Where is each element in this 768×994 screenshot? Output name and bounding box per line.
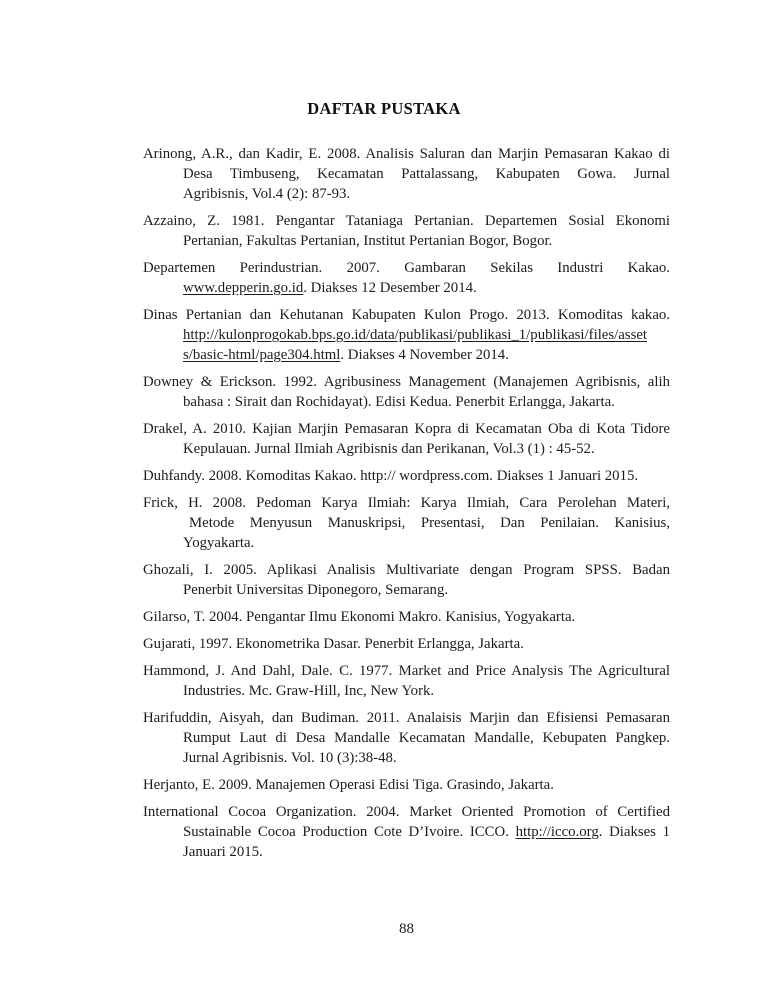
- reference-text: Yogyakarta.: [183, 535, 255, 551]
- reference-text: bahasa : Sirait dan Rochidayat). Edisi Kedua. Penerbit Erlangga, Jakarta.: [183, 394, 615, 410]
- reference-text: Kepulauan. Jurnal Ilmiah Agribisnis dan Perikanan, Vol.3 (1) : 45-52.: [183, 441, 595, 457]
- reference-text: . Diakses 1: [598, 824, 671, 840]
- reference-text: Frick, H. 2008. Pedoman Karya Ilmiah: Karya Ilmiah, Cara Perolehan Materi,: [143, 495, 670, 511]
- reference-line: [143, 493, 670, 513]
- reference-text: Dinas Pertanian dan Kehutanan Kabupaten Kulon Progo. 2013. Komoditas kakao.: [143, 307, 670, 323]
- reference-line: [143, 580, 670, 600]
- reference-text: Jurnal Agribisnis. Vol. 10 (3):38-48.: [183, 750, 397, 766]
- reference-text: International Cocoa Organization. 2004. Market Oriented Promotion of Certified: [143, 804, 670, 820]
- reference-entry: [143, 466, 670, 486]
- reference-entry: [143, 775, 670, 795]
- reference-entry: [143, 211, 670, 251]
- reference-text: . Diakses 4 November 2014.: [340, 347, 509, 363]
- reference-entry: [143, 144, 670, 204]
- reference-line: [143, 392, 670, 412]
- reference-entry: [143, 258, 670, 298]
- reference-text: Gujarati, 1997. Ekonometrika Dasar. Penerbit Erlangga, Jakarta.: [143, 636, 524, 652]
- reference-text: Downey & Erickson. 1992. Agribusiness Management (Manajemen Agribisnis, alih: [143, 374, 670, 390]
- reference-text: Metode Menyusun Manuskripsi, Presentasi, Dan Penilaian. Kanisius,: [189, 515, 670, 531]
- url-link[interactable]: s/basic-html/page304.html: [183, 347, 341, 363]
- reference-line: [143, 211, 670, 231]
- reference-text: Januari 2015.: [183, 844, 263, 860]
- reference-entry: [143, 560, 670, 600]
- reference-text: Azzaino, Z. 1981. Pengantar Tataniaga Pertanian. Departemen Sosial Ekonomi: [143, 213, 670, 229]
- reference-line: [143, 607, 670, 627]
- reference-line: [143, 748, 670, 768]
- references-list: [143, 144, 670, 869]
- reference-text: Duhfandy. 2008. Komoditas Kakao. http:// wordpress.com. Diakses 1 Januari 2015.: [143, 468, 639, 484]
- reference-line: [143, 278, 670, 298]
- reference-line: [143, 144, 670, 164]
- reference-line: [143, 728, 670, 748]
- reference-line: [143, 231, 670, 251]
- reference-entry: [143, 372, 670, 412]
- reference-line: [143, 513, 670, 533]
- reference-text: Sustainable Cocoa Production Cote D’Ivoire. ICCO.: [183, 824, 516, 840]
- reference-entry: [143, 708, 670, 768]
- reference-entry: [143, 634, 670, 654]
- reference-line: [143, 822, 670, 842]
- reference-line: [143, 439, 670, 459]
- reference-entry: [143, 661, 670, 701]
- reference-text: Harifuddin, Aisyah, dan Budiman. 2011. Analaisis Marjin dan Efisiensi Pemasaran: [143, 710, 670, 726]
- reference-text: Agribisnis, Vol.4 (2): 87-93.: [183, 186, 351, 202]
- reference-text: Rumput Laut di Desa Mandalle Kecamatan Mandalle, Kebupaten Pangkep.: [183, 730, 670, 746]
- reference-line: [143, 802, 670, 822]
- reference-text: Arinong, A.R., dan Kadir, E. 2008. Analisis Saluran dan Marjin Pemasaran Kakao di: [143, 146, 670, 162]
- reference-line: [143, 184, 670, 204]
- reference-line: [143, 466, 670, 486]
- reference-entry: [143, 419, 670, 459]
- reference-text: Departemen Perindustrian. 2007. Gambaran Sekilas Industri Kakao.: [143, 260, 670, 276]
- reference-text: . Diakses 12 Desember 2014.: [303, 280, 477, 296]
- reference-text: Pertanian, Fakultas Pertanian, Institut Pertanian Bogor, Bogor.: [183, 233, 553, 249]
- reference-line: [143, 345, 670, 365]
- url-link[interactable]: http://kulonprogokab.bps.go.id/data/publikasi/publikasi_1/publikasi/files/asset: [183, 327, 648, 343]
- reference-line: [143, 842, 670, 862]
- reference-line: [143, 634, 670, 654]
- reference-line: [143, 560, 670, 580]
- reference-text: Ghozali, I. 2005. Aplikasi Analisis Multivariate dengan Program SPSS. Badan: [143, 562, 670, 578]
- reference-entry: [143, 493, 670, 553]
- reference-entry: [143, 305, 670, 365]
- reference-line: [143, 372, 670, 392]
- reference-text: Desa Timbuseng, Kecamatan Pattalassang, Kabupaten Gowa. Jurnal: [183, 166, 670, 182]
- reference-line: [143, 708, 670, 728]
- url-link[interactable]: http://icco.org: [515, 824, 599, 840]
- reference-line: [143, 164, 670, 184]
- reference-entry: [143, 607, 670, 627]
- reference-text: Herjanto, E. 2009. Manajemen Operasi Edisi Tiga. Grasindo, Jakarta.: [143, 777, 554, 793]
- reference-text: Hammond, J. And Dahl, Dale. C. 1977. Market and Price Analysis The Agricultural: [143, 663, 670, 679]
- reference-text: Drakel, A. 2010. Kajian Marjin Pemasaran Kopra di Kecamatan Oba di Kota Tidore: [143, 421, 670, 437]
- reference-line: [143, 775, 670, 795]
- reference-entry: [143, 802, 670, 862]
- url-link[interactable]: www.depperin.go.id: [183, 280, 304, 296]
- reference-line: [143, 305, 670, 325]
- reference-line: [143, 258, 670, 278]
- reference-line: [143, 325, 670, 345]
- reference-line: [143, 661, 670, 681]
- reference-text: Penerbit Universitas Diponegoro, Semarang.: [183, 582, 449, 598]
- reference-line: [143, 681, 670, 701]
- reference-line: [143, 419, 670, 439]
- reference-text: Industries. Mc. Graw-Hill, Inc, New York.: [183, 683, 435, 699]
- reference-text: Gilarso, T. 2004. Pengantar Ilmu Ekonomi Makro. Kanisius, Yogyakarta.: [143, 609, 576, 625]
- page-number: 88: [399, 921, 414, 937]
- reference-line: [143, 533, 670, 553]
- page-title: DAFTAR PUSTAKA: [307, 99, 461, 118]
